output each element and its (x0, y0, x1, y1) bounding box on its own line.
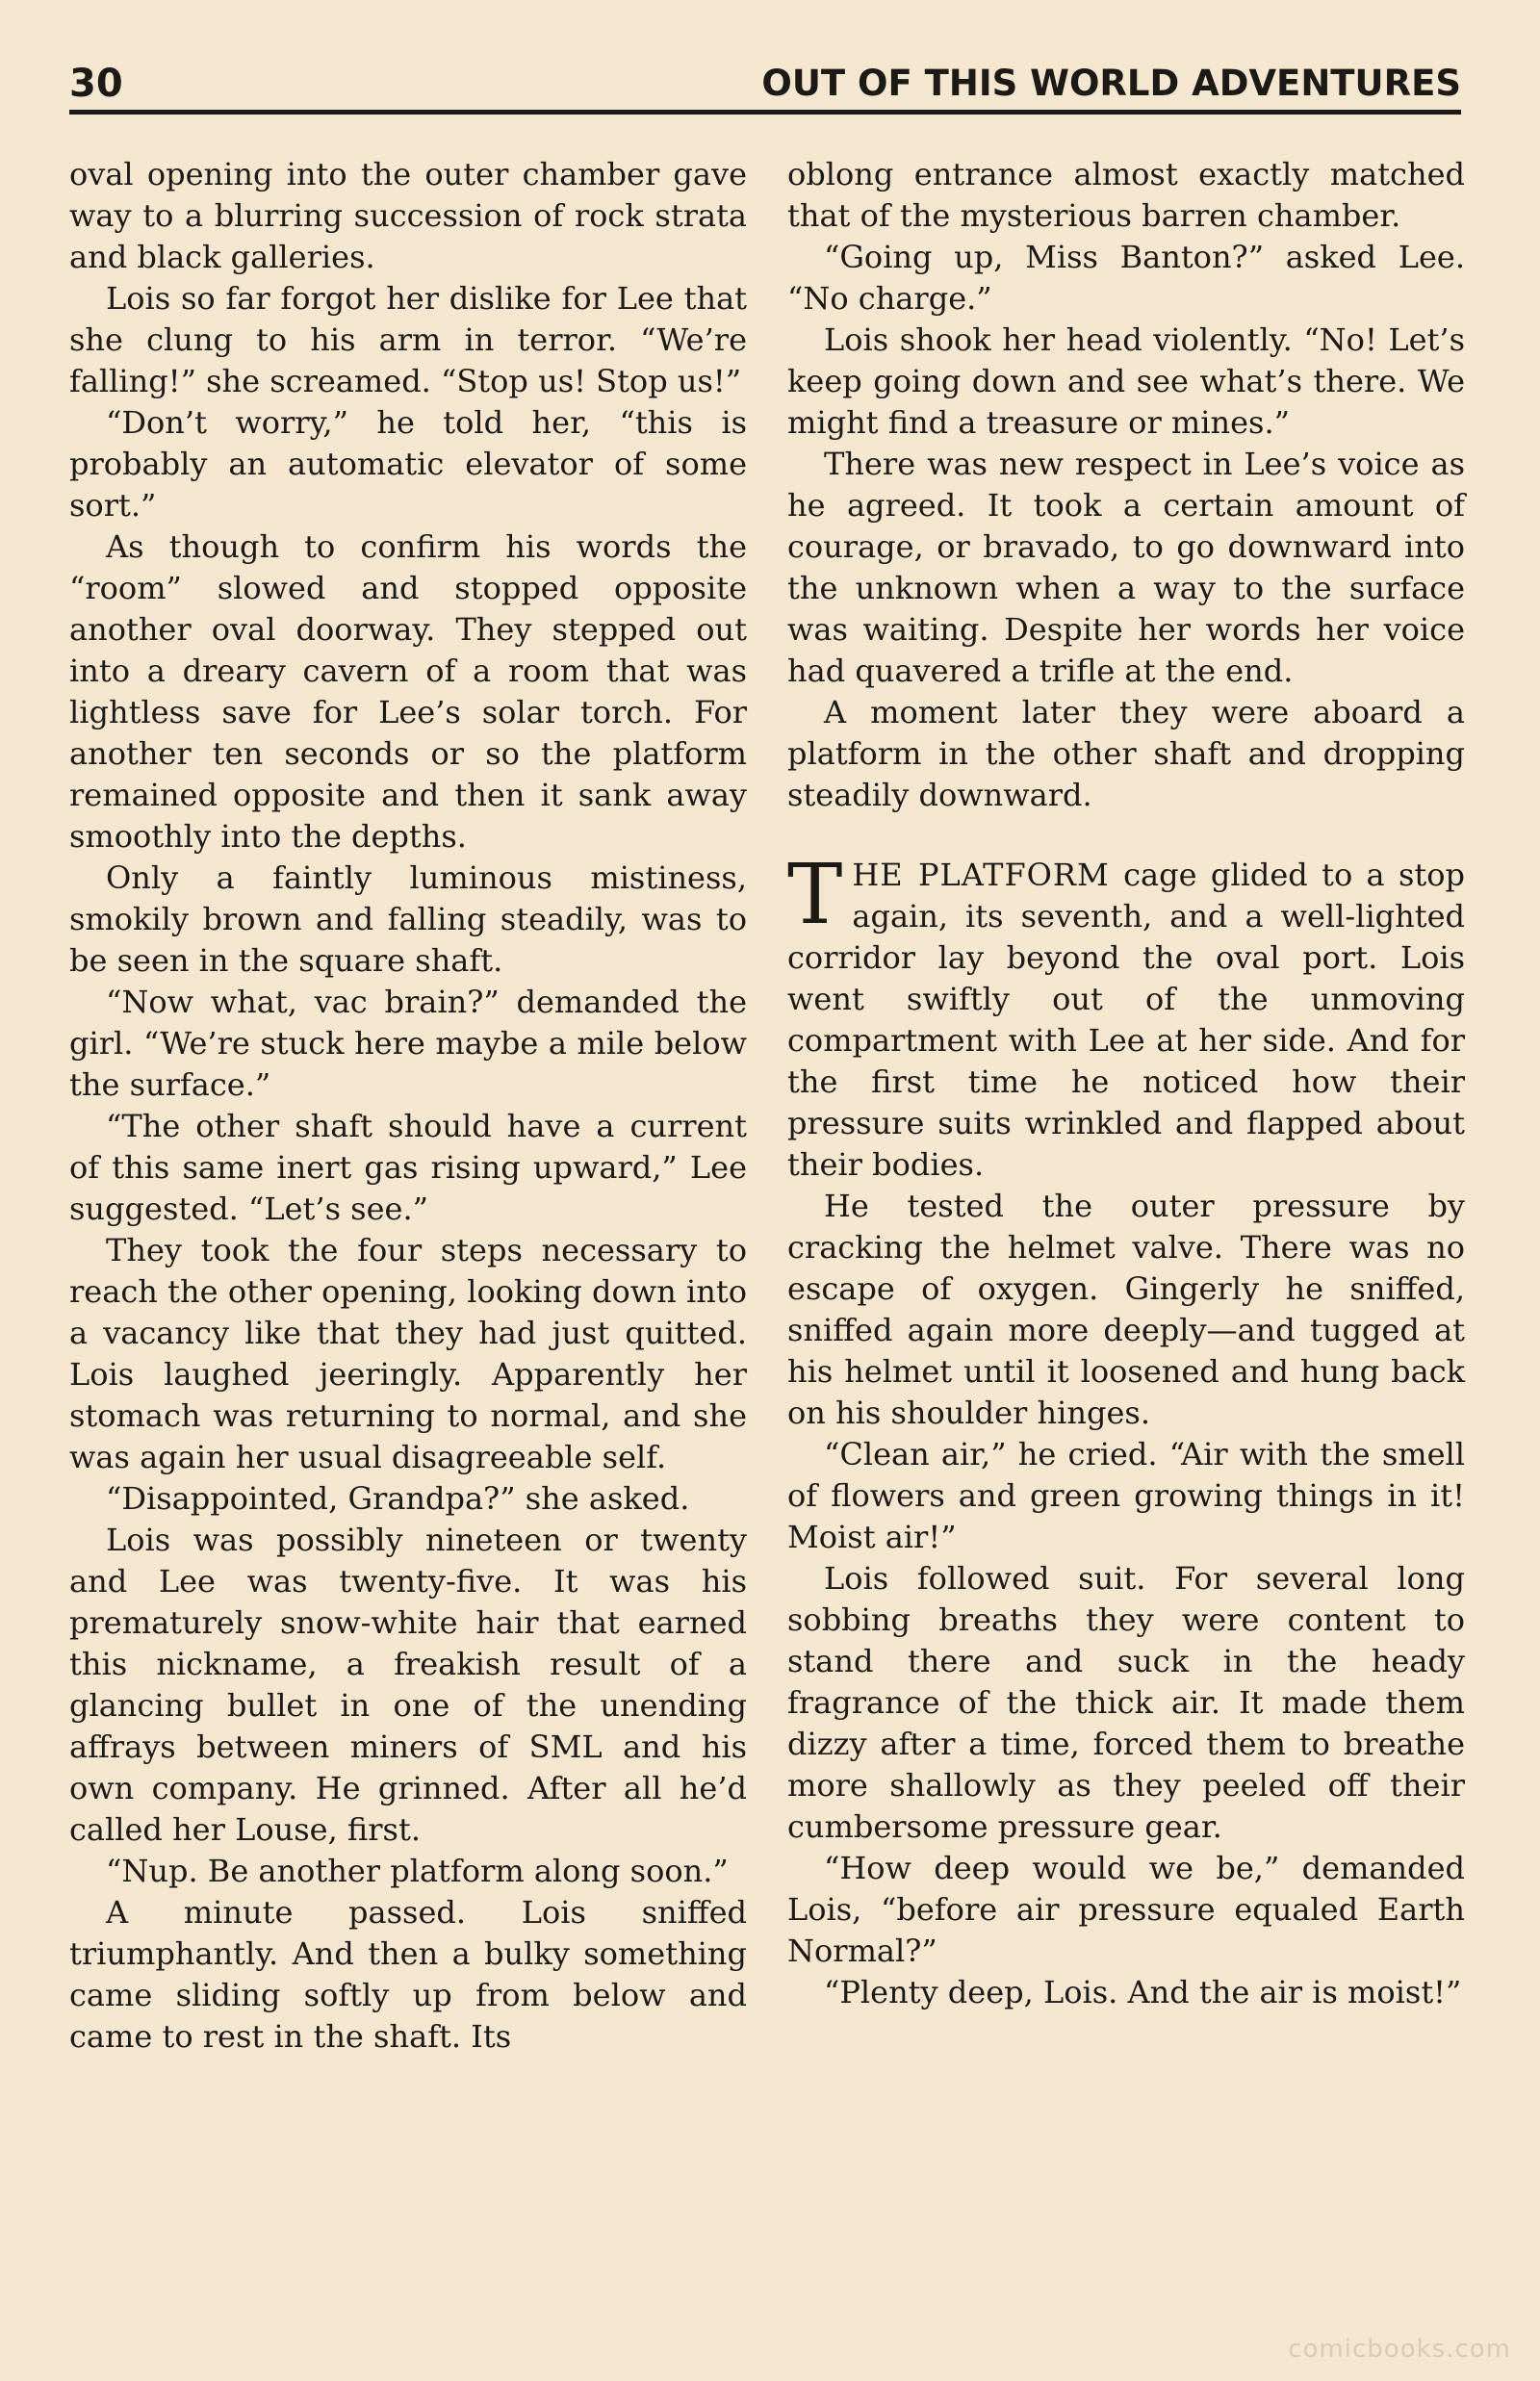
section-opening-paragraph (787, 847, 1465, 1186)
section-opening-text: cage glided to a stop again, its seventh, and a well-lighted corridor lay beyond the oval port. Lois went swiftly out of the unmoving compartment with Lee at her side. And for the first time he noticed how their pressure suits wrinkled and flapped about their bodies. (787, 857, 1465, 1183)
right-column (787, 154, 1465, 2013)
section-break (787, 816, 1465, 855)
paragraph: “Don’t worry,” he told her, “this is probably an automatic elevator of some sort.” (69, 404, 747, 524)
watermark: comicbooks.com (1288, 2335, 1511, 2364)
paragraph: “Disappointed, Grandpa?” she asked. (106, 1480, 690, 1517)
paragraph: “How deep would we be,” demanded Lois, “before air pressure equaled Earth Normal?” (787, 1850, 1465, 1969)
paragraph: “The other shaft should have a current of this same inert gas rising upward,” Lee suggested. “Let’s see.” (69, 1108, 747, 1227)
paragraph: A moment later they were aboard a platform in the other shaft and dropping steadily downward. (787, 694, 1465, 813)
paragraph: Lois was possibly nineteen or twenty and Lee was twenty-five. It was his prematurely snow-white hair that earned this nickname, a freakish result of a glancing bullet in one of the unending affrays between miners of SML and his own company. He grinned. After all he’d called her Louse, first. (69, 1522, 747, 1848)
paragraph: “Going up, Miss Banton?” asked Lee. “No charge.” (787, 239, 1465, 317)
paragraph: Lois followed suit. For several long sobbing breaths they were content to stand there and suck in the heady fragrance of the thick air. It made them dizzy after a time, forced them to breathe more shallowly as they peeled off their cumbersome pressure gear. (787, 1560, 1465, 1845)
paragraph: oblong entrance almost exactly matched that of the mysterious barren chamber. (787, 156, 1465, 234)
paragraph: “Nup. Be another platform along soon.” (106, 1853, 729, 1889)
paragraph: As though to confirm his words the “room” slowed and stopped opposite another oval doorway. They stepped out into a dreary cavern of a room that was lightless save for Lee’s solar torch. For another ten seconds or so the platform remained opposite and then it sank away smoothly into the depths. (69, 528, 747, 855)
paragraph: Only a faintly luminous mistiness, smokily brown and falling steadily, was to be seen in the square shaft. (69, 859, 747, 979)
paragraph: “Plenty deep, Lois. And the air is moist!” (824, 1974, 1462, 2010)
left-column (69, 154, 747, 2058)
paragraph: A minute passed. Lois sniffed triumphantly. And then a bulky something came sliding softly up from below and came to rest in the shaft. Its (69, 1894, 747, 2055)
section-lead-in: HE PLATFORM (852, 857, 1110, 893)
paragraph: “Now what, vac brain?” demanded the girl. “We’re stuck here maybe a mile below the surface.” (69, 984, 747, 1103)
paragraph: There was new respect in Lee’s voice as he agreed. It took a certain amount of courage, or bravado, to go downward into the unknown when a way to the surface was waiting. Despite her words her voice had quavered a trifle at the end. (787, 446, 1465, 689)
paragraph: “Clean air,” he cried. “Air with the smell of flowers and green growing things in it! Moist air!” (787, 1436, 1465, 1555)
paragraph: Lois so far forgot her dislike for Lee that she clung to his arm in terror. “We’re falling!” she screamed. “Stop us! Stop us!” (69, 280, 747, 399)
running-title: OUT OF THIS WORLD ADVENTURES (761, 63, 1461, 104)
paragraph: He tested the outer pressure by cracking the helmet valve. There was no escape of oxygen. Gingerly he sniffed, sniffed again more deeply—and tugged at his helmet until it loosened and hung back on his shoulder hinges. (787, 1188, 1465, 1431)
drop-cap: T (787, 847, 843, 943)
header-rule (69, 110, 1461, 115)
paragraph: They took the four steps necessary to reach the other opening, looking down into a vacancy like that they had just quitted. Lois laughed jeeringly. Apparently her stomach was returning to normal, and she was again her usual disagreeable self. (69, 1232, 747, 1475)
paragraph: oval opening into the outer chamber gave way to a blurring succession of rock strata and black galleries. (69, 156, 747, 275)
page-header (69, 58, 1461, 110)
page-number: 30 (69, 62, 123, 106)
paragraph: Lois shook her head violently. “No! Let’s keep going down and see what’s there. We might find a treasure or mines.” (787, 321, 1465, 441)
